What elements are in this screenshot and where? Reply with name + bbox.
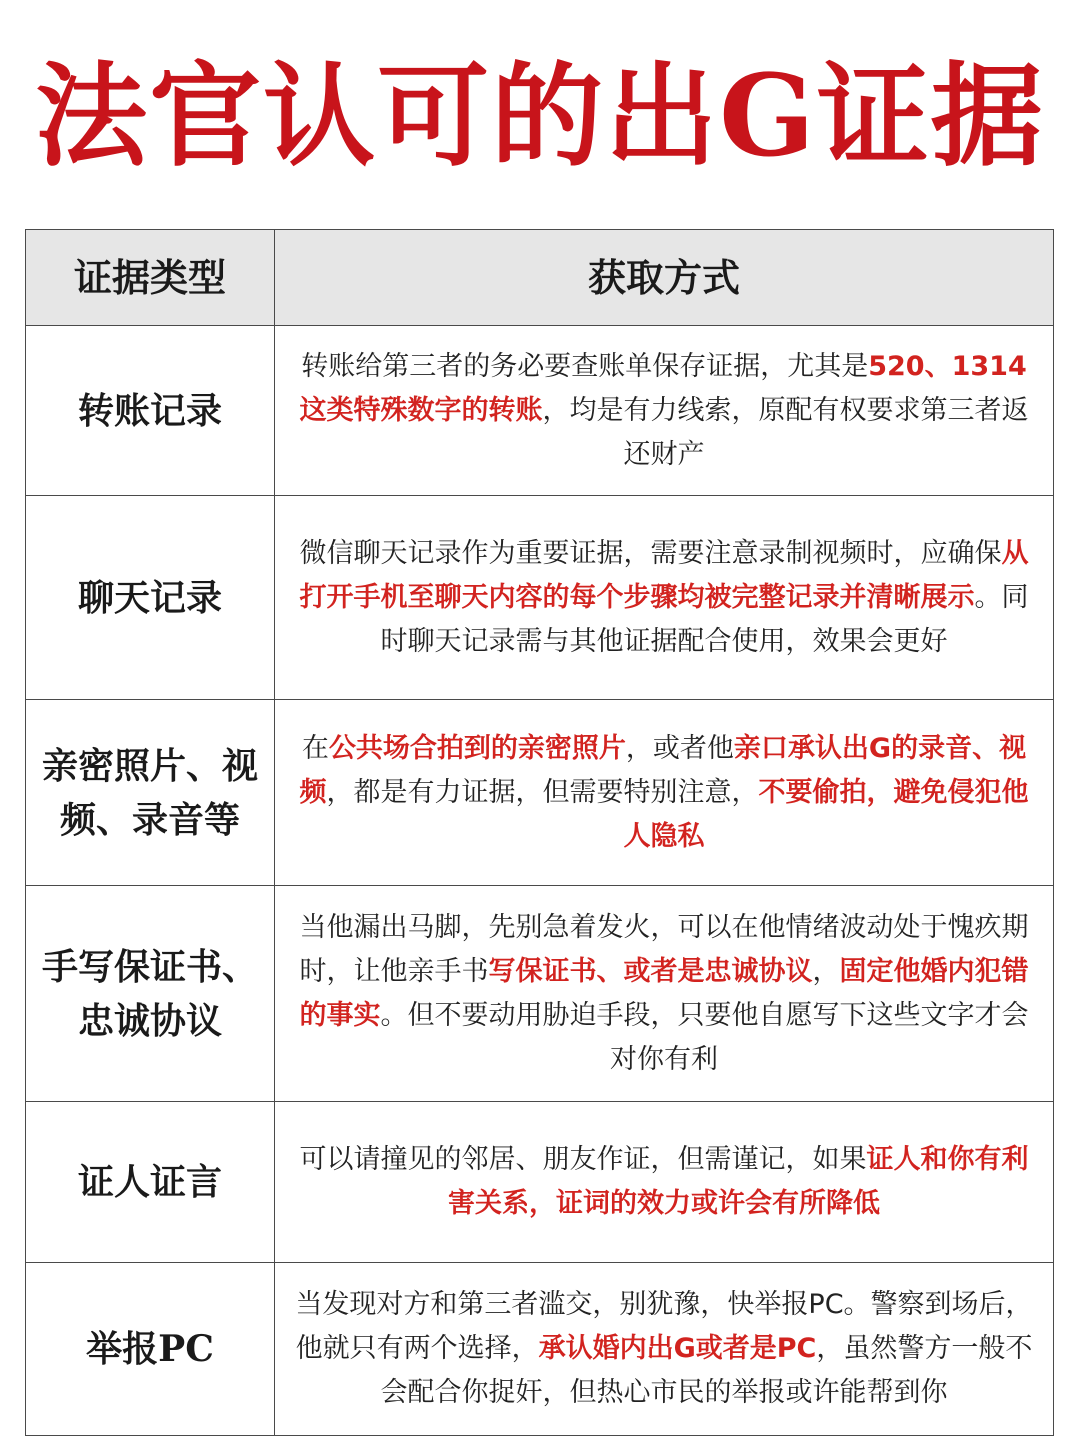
method-highlight-segment: 不要偷拍，避免侵犯他人隐私 (623, 776, 1029, 852)
evidence-type-cell: 举报PC (26, 1263, 275, 1435)
evidence-type-cell: 聊天记录 (26, 496, 275, 699)
evidence-type-cell: 转账记录 (26, 326, 275, 495)
method-text-segment: 在 (301, 732, 329, 764)
method-text-segment: 。但不要动用胁迫手段，只要他自愿写下这些文字才会对你有利 (380, 999, 1029, 1075)
method-cell (275, 496, 1053, 699)
method-text-segment: ，均是有力线索，原配有权要求第三者返还财产 (542, 394, 1029, 470)
method-highlight-segment: 固定他婚内犯错的事实 (299, 955, 1029, 1031)
table-row (26, 886, 1053, 1102)
method-text-segment: 当他漏出马脚，先别急着发火，可以在他情绪波动处于愧疚期时，让他亲手书 (299, 911, 1029, 987)
method-text-segment: 微信聊天记录作为重要证据，需要注意录制视频时，应确保 (299, 537, 1002, 569)
method-highlight-segment: 亲口承认出G的录音、视频 (299, 732, 1027, 808)
method-highlight-segment: 520、1314这类特殊数字的转账 (299, 350, 1027, 426)
method-text (293, 1283, 1035, 1415)
method-text (293, 532, 1035, 664)
method-text-segment: 。同时聊天记录需与其他证据配合使用，效果会更好 (380, 581, 1029, 657)
table-row (26, 1263, 1053, 1435)
method-cell (275, 1102, 1053, 1262)
method-cell (275, 1263, 1053, 1435)
method-highlight-segment: 承认婚内出G或者是PC (538, 1333, 817, 1364)
method-text-segment: 转账给第三者的务必要查账单保存证据，尤其是 (301, 350, 869, 382)
header-acquisition-method: 获取方式 (587, 254, 740, 300)
table-row (26, 496, 1053, 700)
method-text (293, 906, 1035, 1082)
method-cell (275, 326, 1053, 495)
method-highlight-segment: 证人和你有利害关系，证词的效力或许会有所降低 (448, 1144, 1029, 1219)
evidence-type-cell: 证人证言 (26, 1102, 275, 1262)
method-highlight-segment: 写保证书、或者是忠诚协议 (488, 955, 813, 987)
method-text-segment: 当发现对方和第三者滥交，别犹豫，快举报PC。警察到场后，他就只有两个选择， (295, 1289, 1033, 1364)
method-text-segment: ，或者他 (625, 732, 734, 764)
method-text (293, 1138, 1035, 1226)
method-text (293, 345, 1035, 477)
method-highlight-segment: 从打开手机至聊天内容的每个步骤均被完整记录并清晰展示 (299, 537, 1029, 613)
method-text-segment: ，虽然警方一般不会配合你捉奸，但热心市民的举报或许能帮到你 (380, 1333, 1033, 1408)
method-highlight-segment: 公共场合拍到的亲密照片 (328, 732, 626, 764)
method-text-segment: ，都是有力证据，但需要特别注意， (326, 776, 759, 808)
evidence-table (25, 229, 1054, 1436)
method-text-segment: ， (812, 955, 840, 987)
page-title: 法官认可的出G证据 (35, 51, 1045, 182)
table-row (26, 326, 1053, 496)
evidence-type-cell: 手写保证书、忠诚协议 (26, 886, 275, 1101)
evidence-type-cell: 亲密照片、视频、录音等 (26, 700, 275, 885)
table-row (26, 700, 1053, 886)
method-cell (275, 700, 1053, 885)
method-cell (275, 886, 1053, 1101)
header-evidence-type: 证据类型 (26, 230, 275, 325)
method-text-segment: 可以请撞见的邻居、朋友作证，但需谨记，如果 (299, 1144, 867, 1175)
method-text (293, 727, 1035, 859)
table-row (26, 1102, 1053, 1263)
table-header-row (26, 230, 1053, 326)
